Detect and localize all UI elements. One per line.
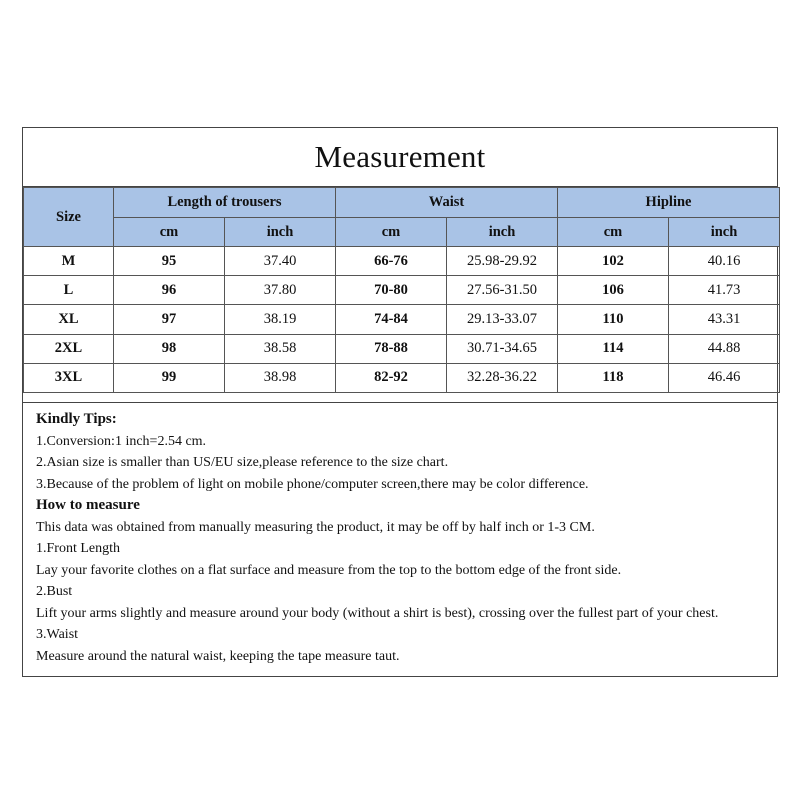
howto-line: 3.Waist [36,627,79,642]
length-cm-cell: 97 [114,305,225,334]
length-cm-cell: 95 [114,247,225,276]
length-inch-cell: 37.40 [225,247,336,276]
howto-line: Lift your arms slightly and measure around your body (without a shirt is best), crossing over the fullest part of your chest. [36,605,719,621]
tips-section [23,402,777,667]
title-row [23,128,777,187]
size-header: Size [24,188,114,247]
howto-line: Lay your favorite clothes on a flat surface and measure from the top to the bottom edge of the front side. [36,562,622,578]
hipline-inch-cell: 44.88 [669,334,780,363]
table-row [24,305,780,334]
unit-header: cm [114,218,225,247]
length-inch-cell: 38.19 [225,305,336,334]
howto-line: Measure around the natural waist, keeping the tape measure taut. [36,648,400,664]
length-inch-cell: 37.80 [225,276,336,305]
unit-header: cm [336,218,447,247]
size-cell: XL [24,305,114,334]
waist-inch-cell: 30.71-34.65 [447,334,558,363]
chart-title: Measurement [314,139,486,174]
group-header-waist: Waist [336,188,558,218]
tip-item: 2.Asian size is smaller than US/EU size,please reference to the size chart. [36,455,449,470]
length-inch-cell: 38.98 [225,363,336,392]
waist-inch-cell: 29.13-33.07 [447,305,558,334]
hipline-inch-cell: 43.31 [669,305,780,334]
hipline-cm-cell: 106 [558,276,669,305]
size-table [23,187,780,393]
waist-inch-cell: 25.98-29.92 [447,247,558,276]
waist-cm-cell: 78-88 [336,334,447,363]
unit-header: inch [669,218,780,247]
waist-cm-cell: 74-84 [336,305,447,334]
howto-line: 1.Front Length [36,541,120,556]
hipline-inch-cell: 41.73 [669,276,780,305]
hipline-cm-cell: 102 [558,247,669,276]
table-row [24,334,780,363]
size-cell: L [24,276,114,305]
group-header-hipline: Hipline [558,188,780,218]
table-row [24,363,780,392]
waist-inch-cell: 32.28-36.22 [447,363,558,392]
waist-cm-cell: 70-80 [336,276,447,305]
length-cm-cell: 98 [114,334,225,363]
length-cm-cell: 99 [114,363,225,392]
waist-cm-cell: 66-76 [336,247,447,276]
tips-heading: Kindly Tips: [36,411,117,427]
waist-cm-cell: 82-92 [336,363,447,392]
header-row-groups [24,188,780,218]
hipline-inch-cell: 40.16 [669,247,780,276]
howto-line: 2.Bust [36,584,73,599]
tip-item: 3.Because of the problem of light on mobile phone/computer screen,there may be color difference. [36,476,589,492]
hipline-inch-cell: 46.46 [669,363,780,392]
howto-heading: How to measure [36,497,140,513]
header-row-units [24,218,780,247]
unit-header: inch [225,218,336,247]
group-header-length: Length of trousers [114,188,336,218]
hipline-cm-cell: 114 [558,334,669,363]
unit-header: inch [447,218,558,247]
table-row [24,247,780,276]
length-inch-cell: 38.58 [225,334,336,363]
howto-line: This data was obtained from manually measuring the product, it may be off by half inch or 1-3 CM. [36,519,595,535]
tip-item: 1.Conversion:1 inch=2.54 cm. [36,433,207,449]
size-cell: M [24,247,114,276]
size-cell: 2XL [24,334,114,363]
unit-header: cm [558,218,669,247]
hipline-cm-cell: 118 [558,363,669,392]
size-cell: 3XL [24,363,114,392]
measurement-chart [22,127,778,677]
waist-inch-cell: 27.56-31.50 [447,276,558,305]
hipline-cm-cell: 110 [558,305,669,334]
table-row [24,276,780,305]
length-cm-cell: 96 [114,276,225,305]
